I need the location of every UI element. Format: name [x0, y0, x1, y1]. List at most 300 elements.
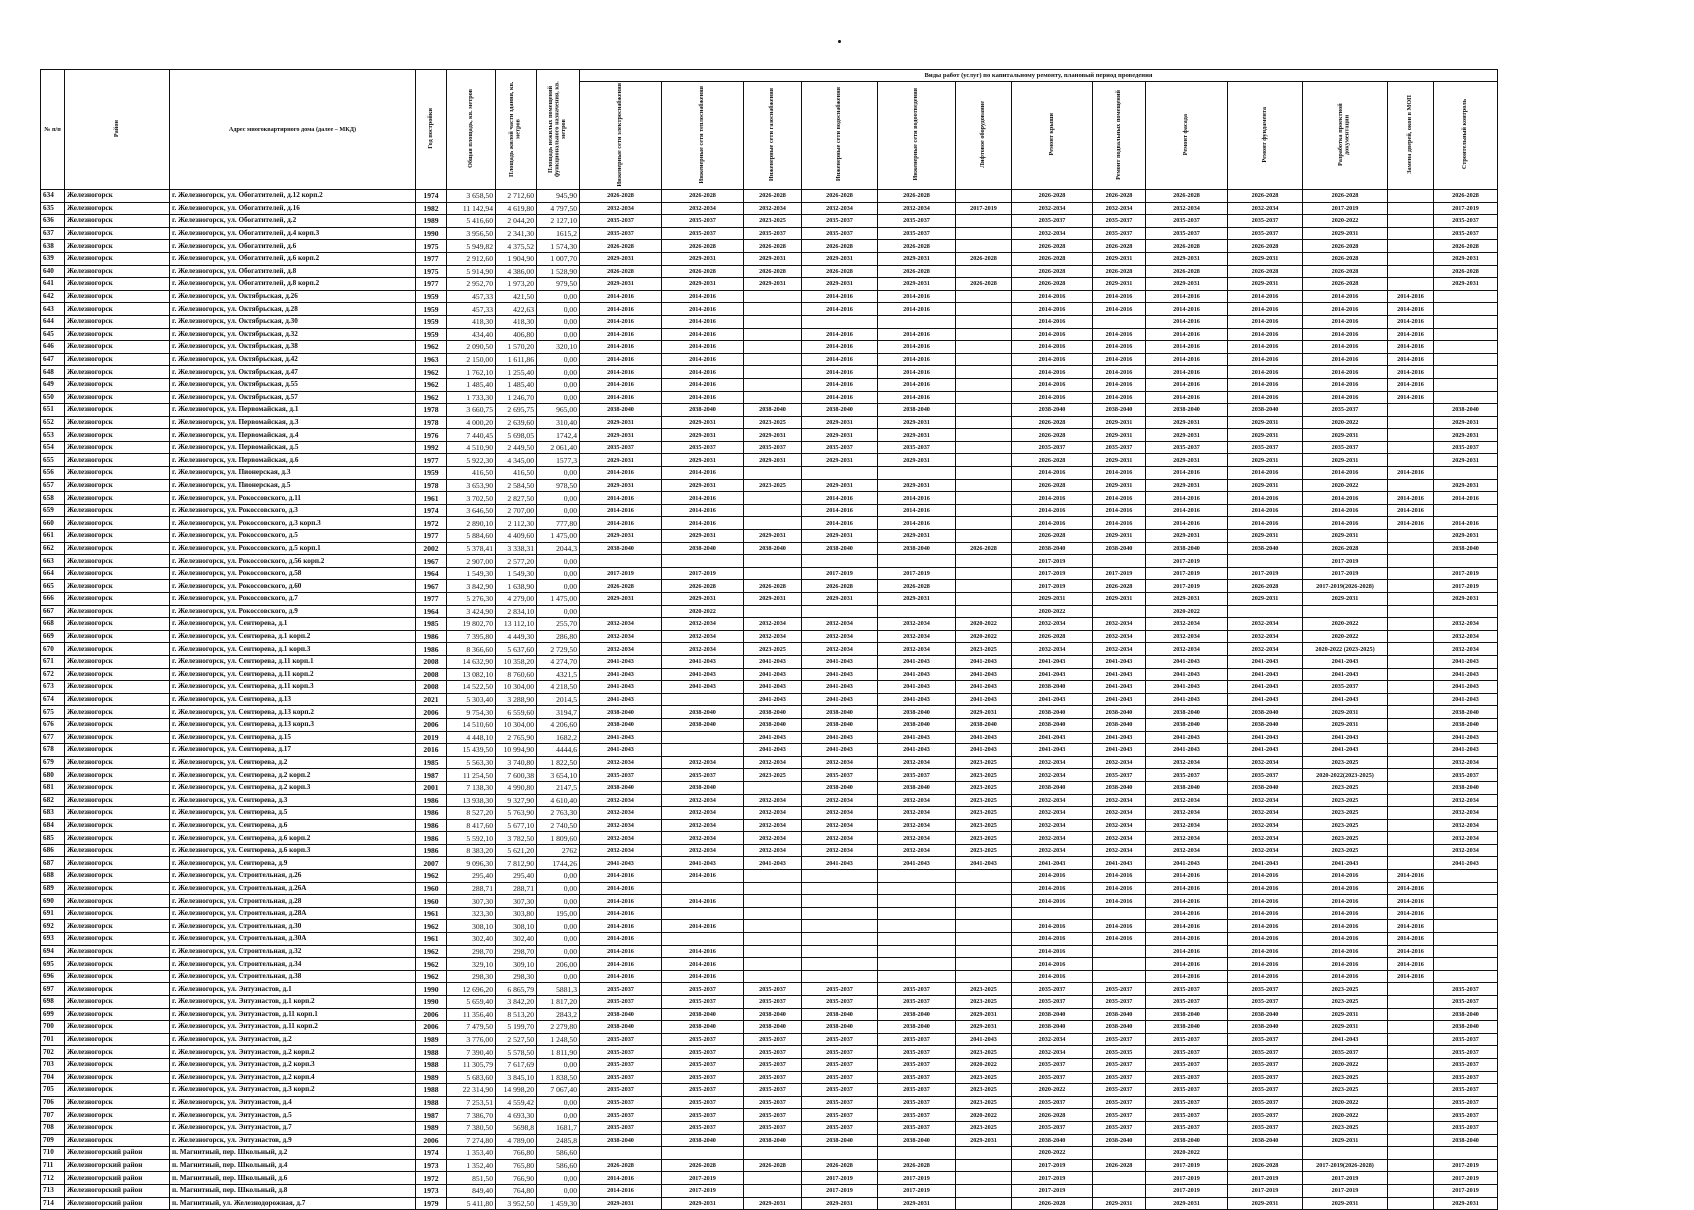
table-row — [41, 454, 1498, 467]
table-row — [41, 769, 1498, 782]
work-period-cell — [744, 945, 802, 958]
total-area-cell: 434,40 — [447, 328, 496, 341]
year-cell: 2008 — [416, 681, 447, 694]
row-number: 657 — [41, 479, 65, 492]
work-period-cell: 2014-2016 — [878, 353, 956, 366]
year-cell: 2002 — [416, 542, 447, 555]
work-period-cell: 2014-2016 — [1146, 945, 1228, 958]
year-cell: 2008 — [416, 668, 447, 681]
work-period-cell — [744, 882, 802, 895]
work-period-cell: 2020-2022 — [956, 618, 1012, 631]
nonres-area-cell: 586,60 — [537, 1159, 580, 1172]
work-period-cell — [1388, 1096, 1434, 1109]
work-period-cell: 2014-2016 — [1303, 958, 1388, 971]
work-period-cell: 2035-2035 — [1093, 1046, 1146, 1059]
nonres-area-cell: 206,00 — [537, 958, 580, 971]
table-row — [41, 265, 1498, 278]
work-period-cell: 2041-2043 — [580, 731, 662, 744]
work-period-cell: 2014-2016 — [1303, 341, 1388, 354]
living-area-cell: 4 409,60 — [496, 530, 537, 543]
header-work-12: Строительный контроль — [1434, 82, 1498, 190]
work-period-cell: 2014-2016 — [580, 882, 662, 895]
work-period-cell: 2023-2025 — [1303, 832, 1388, 845]
year-cell: 2001 — [416, 781, 447, 794]
district-cell: Железногорск — [65, 970, 170, 983]
work-period-cell: 2014-2016 — [1303, 315, 1388, 328]
work-period-cell: 2014-2016 — [1303, 933, 1388, 946]
work-period-cell — [1228, 605, 1303, 618]
total-area-cell: 11 356,40 — [447, 1008, 496, 1021]
district-cell: Железногорск — [65, 542, 170, 555]
living-area-cell: 3 740,80 — [496, 756, 537, 769]
work-period-cell: 2026-2028 — [1146, 240, 1228, 253]
total-area-cell: 2 952,70 — [447, 278, 496, 291]
work-period-cell: 2017-2019 — [1012, 580, 1093, 593]
year-cell: 1990 — [416, 983, 447, 996]
work-period-cell: 2035-2037 — [1146, 215, 1228, 228]
row-number: 676 — [41, 718, 65, 731]
living-area-cell: 14 998,20 — [496, 1084, 537, 1097]
row-number: 713 — [41, 1184, 65, 1197]
address-cell: г. Железногорск, ул. Рокоссовского, д.11 — [170, 492, 416, 505]
work-period-cell: 2038-2040 — [802, 706, 878, 719]
work-period-cell: 2041-2043 — [580, 668, 662, 681]
work-period-cell: 2041-2043 — [1012, 668, 1093, 681]
work-period-cell: 2041-2043 — [580, 744, 662, 757]
living-area-cell: 4 279,00 — [496, 593, 537, 606]
work-period-cell: 2014-2016 — [580, 517, 662, 530]
address-cell: г. Железногорск, ул. Октябрьская, д.30 — [170, 315, 416, 328]
address-cell: г. Железногорск, ул. Сентюрева, д.6 — [170, 819, 416, 832]
work-period-cell: 2026-2028 — [956, 542, 1012, 555]
work-period-cell — [1388, 1084, 1434, 1097]
work-period-cell: 2014-2016 — [1146, 391, 1228, 404]
work-period-cell: 2035-2037 — [1303, 404, 1388, 417]
total-area-cell: 7 380,50 — [447, 1121, 496, 1134]
work-period-cell — [1388, 1134, 1434, 1147]
work-period-cell: 2038-2040 — [744, 1134, 802, 1147]
work-period-cell: 2026-2028 — [1228, 1159, 1303, 1172]
work-period-cell: 2014-2016 — [878, 341, 956, 354]
living-area-cell: 308,10 — [496, 920, 537, 933]
district-cell: Железногорск — [65, 1134, 170, 1147]
district-cell: Железногорск — [65, 517, 170, 530]
work-period-cell — [1388, 693, 1434, 706]
work-period-cell: 2029-2031 — [580, 278, 662, 291]
work-period-cell: 2032-2034 — [1434, 819, 1498, 832]
row-number: 671 — [41, 655, 65, 668]
work-period-cell: 2014-2016 — [1146, 517, 1228, 530]
district-cell: Железногорск — [65, 870, 170, 883]
living-area-cell: 1 904,90 — [496, 252, 537, 265]
work-period-cell: 2032-2034 — [1434, 807, 1498, 820]
work-period-cell: 2023-2025 — [956, 643, 1012, 656]
work-period-cell: 2032-2034 — [662, 202, 744, 215]
work-period-cell: 2029-2031 — [802, 252, 878, 265]
work-period-cell — [1388, 1109, 1434, 1122]
row-number: 702 — [41, 1046, 65, 1059]
table-row — [41, 756, 1498, 769]
work-period-cell — [744, 467, 802, 480]
address-cell: г. Железногорск, ул. Сентюрева, д.2 — [170, 756, 416, 769]
work-period-cell: 2035-2037 — [662, 1109, 744, 1122]
work-period-cell: 2014-2016 — [1012, 328, 1093, 341]
work-period-cell: 2017-2019 — [802, 1184, 878, 1197]
work-period-cell: 2026-2028 — [1303, 190, 1388, 203]
work-period-cell: 2026-2028 — [1012, 190, 1093, 203]
work-period-cell — [744, 1184, 802, 1197]
work-period-cell: 2032-2034 — [878, 618, 956, 631]
work-period-cell: 2014-2016 — [1303, 328, 1388, 341]
work-period-cell — [744, 1172, 802, 1185]
work-period-cell — [744, 341, 802, 354]
work-period-cell: 2014-2016 — [1228, 907, 1303, 920]
work-period-cell: 2014-2016 — [1228, 970, 1303, 983]
year-cell: 1989 — [416, 1121, 447, 1134]
work-period-cell: 2035-2037 — [662, 1058, 744, 1071]
row-number: 714 — [41, 1197, 65, 1210]
work-period-cell: 2032-2034 — [662, 756, 744, 769]
living-area-cell: 2 527,50 — [496, 1033, 537, 1046]
row-number: 693 — [41, 933, 65, 946]
address-cell: г. Железногорск, ул. Строительная, д.26А — [170, 882, 416, 895]
work-period-cell: 2023-2025 — [1303, 819, 1388, 832]
work-period-cell: 2041-2043 — [1434, 668, 1498, 681]
row-number: 655 — [41, 454, 65, 467]
work-period-cell: 2041-2043 — [744, 681, 802, 694]
work-period-cell — [1388, 429, 1434, 442]
district-cell: Железногорск — [65, 819, 170, 832]
work-period-cell: 2014-2016 — [1012, 882, 1093, 895]
work-period-cell: 2026-2028 — [956, 278, 1012, 291]
year-cell: 1977 — [416, 278, 447, 291]
table-row — [41, 416, 1498, 429]
work-period-cell: 2026-2028 — [1012, 265, 1093, 278]
work-period-cell: 2035-2037 — [744, 1109, 802, 1122]
work-period-cell: 2032-2034 — [662, 807, 744, 820]
district-cell: Железногорск — [65, 794, 170, 807]
work-period-cell: 2035-2037 — [662, 769, 744, 782]
work-period-cell: 2014-2016 — [1228, 328, 1303, 341]
total-area-cell: 8 417,60 — [447, 819, 496, 832]
work-period-cell: 2014-2016 — [1093, 895, 1146, 908]
work-period-cell: 2017-2019 — [878, 1172, 956, 1185]
work-period-cell: 2041-2043 — [1093, 668, 1146, 681]
work-period-cell — [1093, 1184, 1146, 1197]
work-period-cell: 2029-2031 — [878, 1197, 956, 1210]
work-period-cell — [1093, 605, 1146, 618]
address-cell: г. Железногорск, ул. Энтузиастов, д.2 корп.3 — [170, 1058, 416, 1071]
table-row — [41, 504, 1498, 517]
table-row — [41, 668, 1498, 681]
work-period-cell — [956, 605, 1012, 618]
work-period-cell — [1388, 416, 1434, 429]
work-period-cell: 2029-2031 — [1146, 252, 1228, 265]
address-cell: г. Железногорск, ул. Энтузиастов, д.2 корп.2 — [170, 1046, 416, 1059]
work-period-cell — [1388, 681, 1434, 694]
work-period-cell — [956, 467, 1012, 480]
address-cell: г. Железногорск, ул. Энтузиастов, д.1 корп.2 — [170, 996, 416, 1009]
address-cell: г. Железногорск, ул. Обогатителей, д.16 — [170, 202, 416, 215]
year-cell: 1961 — [416, 933, 447, 946]
district-cell: Железногорский район — [65, 1159, 170, 1172]
work-period-cell — [1434, 945, 1498, 958]
nonres-area-cell: 965,00 — [537, 404, 580, 417]
work-period-cell — [1303, 1147, 1388, 1160]
work-period-cell: 2035-2037 — [1228, 1046, 1303, 1059]
work-period-cell: 2026-2028 — [662, 1159, 744, 1172]
work-period-cell: 2035-2037 — [802, 1096, 878, 1109]
work-period-cell: 2038-2040 — [580, 1021, 662, 1034]
year-cell: 1960 — [416, 882, 447, 895]
work-period-cell: 2032-2034 — [1228, 832, 1303, 845]
total-area-cell: 12 696,20 — [447, 983, 496, 996]
work-period-cell: 2014-2016 — [1012, 492, 1093, 505]
work-period-cell: 2020-2022 — [956, 1109, 1012, 1122]
total-area-cell: 302,40 — [447, 933, 496, 946]
work-period-cell: 2032-2034 — [744, 756, 802, 769]
work-period-cell: 2029-2031 — [878, 429, 956, 442]
year-cell: 1962 — [416, 920, 447, 933]
address-cell: п. Магнитный, пер. Школьный, д.4 — [170, 1159, 416, 1172]
work-period-cell: 2032-2034 — [1228, 756, 1303, 769]
total-area-cell: 5 884,60 — [447, 530, 496, 543]
work-period-cell: 2023-2025 — [744, 769, 802, 782]
year-cell: 2021 — [416, 693, 447, 706]
row-number: 667 — [41, 605, 65, 618]
work-period-cell — [802, 933, 878, 946]
work-period-cell — [1434, 341, 1498, 354]
work-period-cell: 2035-2037 — [744, 1121, 802, 1134]
work-period-cell: 2014-2016 — [1228, 945, 1303, 958]
living-area-cell: 4 789,00 — [496, 1134, 537, 1147]
scan-speck — [838, 40, 841, 43]
year-cell: 1989 — [416, 1033, 447, 1046]
work-period-cell: 2014-2016 — [1093, 933, 1146, 946]
address-cell: г. Железногорск, ул. Рокоссовского, д.58 — [170, 567, 416, 580]
work-period-cell: 2038-2040 — [1093, 1008, 1146, 1021]
work-period-cell: 2041-2043 — [580, 857, 662, 870]
address-cell: г. Железногорск, ул. Первомайская, д.6 — [170, 454, 416, 467]
work-period-cell: 2014-2016 — [1388, 933, 1434, 946]
work-period-cell: 2026-2028 — [1434, 240, 1498, 253]
work-period-cell: 2032-2034 — [878, 202, 956, 215]
work-period-cell: 2035-2037 — [1228, 996, 1303, 1009]
work-period-cell: 2026-2028 — [1093, 240, 1146, 253]
work-period-cell: 2014-2016 — [1146, 492, 1228, 505]
nonres-area-cell: 2 729,50 — [537, 643, 580, 656]
work-period-cell: 2041-2043 — [956, 744, 1012, 757]
nonres-area-cell: 2147,5 — [537, 781, 580, 794]
address-cell: г. Железногорск, ул. Рокоссовского, д.9 — [170, 605, 416, 618]
work-period-cell: 2032-2034 — [662, 844, 744, 857]
district-cell: Железногорск — [65, 945, 170, 958]
work-period-cell — [956, 303, 1012, 316]
work-period-cell: 2035-2037 — [662, 215, 744, 228]
work-period-cell: 2032-2034 — [802, 819, 878, 832]
work-period-cell: 2029-2031 — [1012, 593, 1093, 606]
work-period-cell — [802, 870, 878, 883]
nonres-area-cell: 320,10 — [537, 341, 580, 354]
nonres-area-cell: 0,00 — [537, 945, 580, 958]
work-period-cell: 2041-2043 — [1093, 693, 1146, 706]
district-cell: Железногорск — [65, 1121, 170, 1134]
work-period-cell: 2038-2040 — [1434, 706, 1498, 719]
row-number: 709 — [41, 1134, 65, 1147]
work-period-cell: 2017-2019 — [1146, 1159, 1228, 1172]
work-period-cell: 2017-2019 — [1146, 555, 1228, 568]
table-row — [41, 278, 1498, 291]
work-period-cell — [1388, 530, 1434, 543]
work-period-cell: 2026-2028 — [802, 190, 878, 203]
total-area-cell: 3 956,50 — [447, 227, 496, 240]
work-period-cell: 2035-2037 — [1434, 441, 1498, 454]
address-cell: г. Железногорск, ул. Пионерская, д.3 — [170, 467, 416, 480]
living-area-cell: 4 990,80 — [496, 781, 537, 794]
work-period-cell — [1434, 353, 1498, 366]
work-period-cell: 2029-2031 — [956, 1134, 1012, 1147]
table-row — [41, 1121, 1498, 1134]
total-area-cell: 2 090,50 — [447, 341, 496, 354]
table-row — [41, 1033, 1498, 1046]
work-period-cell: 2038-2040 — [1434, 542, 1498, 555]
work-period-cell: 2014-2016 — [1303, 945, 1388, 958]
work-period-cell: 2038-2040 — [1146, 706, 1228, 719]
work-period-cell: 2038-2040 — [662, 404, 744, 417]
address-cell: г. Железногорск, ул. Рокоссовского, д.56 корп.2 — [170, 555, 416, 568]
work-period-cell — [802, 970, 878, 983]
address-cell: г. Железногорск, ул. Сентюрева, д.13 корп.3 — [170, 718, 416, 731]
work-period-cell: 2035-2037 — [662, 1096, 744, 1109]
work-period-cell: 2032-2034 — [1093, 832, 1146, 845]
work-period-cell — [956, 479, 1012, 492]
address-cell: г. Железногорск, ул. Энтузиастов, д.5 — [170, 1109, 416, 1122]
work-period-cell: 2038-2040 — [662, 1021, 744, 1034]
work-period-cell: 2014-2016 — [802, 290, 878, 303]
year-cell: 1986 — [416, 630, 447, 643]
work-period-cell: 2041-2043 — [1434, 731, 1498, 744]
row-number: 689 — [41, 882, 65, 895]
work-period-cell: 2029-2031 — [580, 1197, 662, 1210]
nonres-area-cell: 1 809,60 — [537, 832, 580, 845]
work-period-cell: 2032-2034 — [1146, 756, 1228, 769]
work-period-cell: 2014-2016 — [802, 328, 878, 341]
work-period-cell — [956, 429, 1012, 442]
header-work-4: Инженерные сети водоотведения — [878, 82, 956, 190]
work-period-cell: 2014-2016 — [1012, 290, 1093, 303]
work-period-cell: 2038-2040 — [878, 1134, 956, 1147]
work-period-cell — [878, 945, 956, 958]
work-period-cell: 2023-2025 — [744, 479, 802, 492]
nonres-area-cell: 195,00 — [537, 907, 580, 920]
district-cell: Железногорск — [65, 668, 170, 681]
work-period-cell: 2035-2037 — [1093, 1096, 1146, 1109]
work-period-cell: 2035-2037 — [1093, 1109, 1146, 1122]
district-cell: Железногорск — [65, 555, 170, 568]
address-cell: г. Железногорск, ул. Октябрьская, д.42 — [170, 353, 416, 366]
total-area-cell: 1 353,40 — [447, 1147, 496, 1160]
address-cell: г. Железногорск, ул. Энтузиастов, д.2 корп.4 — [170, 1071, 416, 1084]
work-period-cell: 2029-2031 — [580, 479, 662, 492]
work-period-cell: 2035-2037 — [802, 1084, 878, 1097]
work-period-cell — [1434, 378, 1498, 391]
district-cell: Железногорск — [65, 1109, 170, 1122]
work-period-cell — [956, 870, 1012, 883]
work-period-cell: 2038-2040 — [1228, 1134, 1303, 1147]
work-period-cell: 2041-2043 — [1093, 655, 1146, 668]
work-period-cell: 2023-2025 — [956, 844, 1012, 857]
row-number: 644 — [41, 315, 65, 328]
table-row — [41, 1021, 1498, 1034]
row-number: 679 — [41, 756, 65, 769]
district-cell: Железногорск — [65, 933, 170, 946]
total-area-cell: 288,71 — [447, 882, 496, 895]
living-area-cell: 1 246,70 — [496, 391, 537, 404]
year-cell: 1986 — [416, 819, 447, 832]
work-period-cell: 2020-2022 — [1303, 1109, 1388, 1122]
table-row — [41, 1058, 1498, 1071]
work-period-cell: 2029-2031 — [878, 416, 956, 429]
work-period-cell: 2014-2016 — [1146, 366, 1228, 379]
work-period-cell: 2032-2034 — [1012, 202, 1093, 215]
work-period-cell: 2014-2016 — [1303, 517, 1388, 530]
work-period-cell: 2035-2037 — [878, 983, 956, 996]
work-period-cell: 2035-2037 — [1146, 1109, 1228, 1122]
work-period-cell — [1388, 794, 1434, 807]
work-period-cell — [802, 555, 878, 568]
work-period-cell: 2014-2016 — [662, 303, 744, 316]
row-number: 640 — [41, 265, 65, 278]
work-period-cell — [1388, 605, 1434, 618]
work-period-cell: 2020-2022 — [1303, 630, 1388, 643]
district-cell: Железногорск — [65, 655, 170, 668]
district-cell: Железногорск — [65, 996, 170, 1009]
year-cell: 2006 — [416, 1134, 447, 1147]
row-number: 710 — [41, 1147, 65, 1160]
row-number: 634 — [41, 190, 65, 203]
work-period-cell: 2014-2016 — [1228, 290, 1303, 303]
work-period-cell: 2023-2025 — [1303, 756, 1388, 769]
living-area-cell: 302,40 — [496, 933, 537, 946]
work-period-cell: 2035-2037 — [878, 215, 956, 228]
work-period-cell: 2014-2016 — [1093, 870, 1146, 883]
work-period-cell: 2041-2043 — [580, 681, 662, 694]
work-period-cell: 2041-2043 — [802, 857, 878, 870]
nonres-area-cell: 2044,3 — [537, 542, 580, 555]
work-period-cell: 2032-2034 — [1228, 202, 1303, 215]
work-period-cell: 2014-2016 — [1146, 970, 1228, 983]
work-period-cell — [1434, 290, 1498, 303]
work-period-cell: 2032-2034 — [1093, 643, 1146, 656]
year-cell: 1962 — [416, 945, 447, 958]
work-period-cell: 2041-2043 — [1434, 693, 1498, 706]
work-period-cell: 2041-2043 — [1434, 681, 1498, 694]
work-period-cell — [878, 315, 956, 328]
nonres-area-cell: 4 218,50 — [537, 681, 580, 694]
year-cell: 1962 — [416, 391, 447, 404]
work-period-cell: 2029-2031 — [1228, 593, 1303, 606]
work-period-cell: 2023-2025 — [956, 983, 1012, 996]
district-cell: Железногорск — [65, 844, 170, 857]
work-period-cell — [878, 555, 956, 568]
total-area-cell: 1 485,40 — [447, 378, 496, 391]
work-period-cell: 2035-2037 — [1093, 1071, 1146, 1084]
work-period-cell: 2035-2037 — [580, 1096, 662, 1109]
district-cell: Железногорск — [65, 328, 170, 341]
work-period-cell: 2038-2040 — [1012, 681, 1093, 694]
work-period-cell: 2014-2016 — [662, 378, 744, 391]
year-cell: 1962 — [416, 970, 447, 983]
